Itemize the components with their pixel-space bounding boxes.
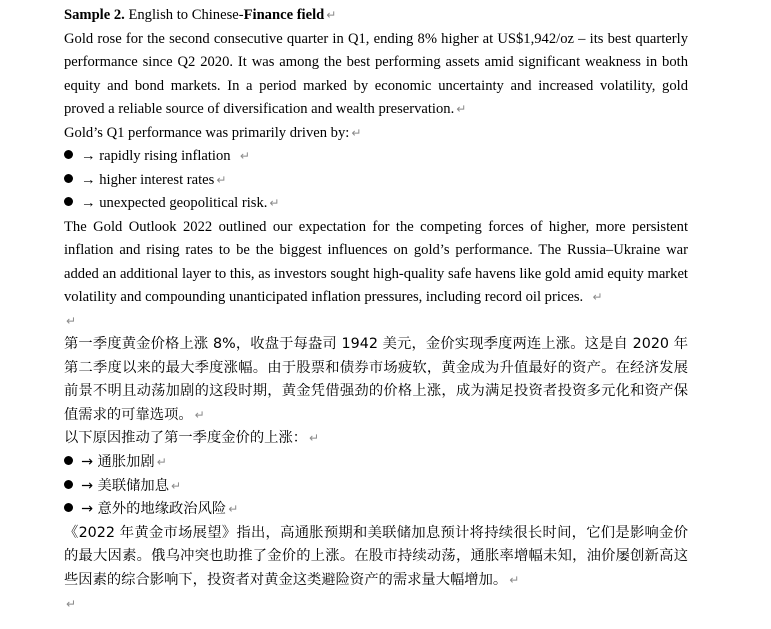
paragraph-mark-icon: ↵ — [592, 290, 603, 304]
chinese-paragraph-1: 第一季度黄金价格上涨 8%，收盘于每盎司 1942 美元，金价实现季度两连上涨。这是自 2020 年第二季度以来的最大季度涨幅。由于股票和债券市场疲软，黄金成为升值最好的资产。在经济发展前景不明且动荡加剧的这段时期，黄金凭借强劲的价格上涨，成为满足投资者投资多元化和资产保值需求的可靠选项。 ↵ — [64, 336, 688, 423]
paragraph-mark-icon: ↵ — [194, 407, 205, 422]
english-paragraph-1: Gold rose for the second consecutive quarter in Q1, ending 8% higher at US$1,942/oz – its best quarterly performance since Q2 2020. It was among the best performing assets amid significant weakness in both equity and bond markets. In a period marked by economic uncertainty and increased volatility, gold proved a reliable source of diversification and wealth preservation. ↵ — [64, 30, 688, 117]
bullet-dot-icon — [64, 197, 73, 206]
english-paragraph-2: The Gold Outlook 2022 outlined our expectation for the competing forces of higher, more persistent inflation and rising rates to be the biggest influences on gold’s performance. The Russia–Ukraine war added an additional layer to this, as investors sought high-quality safe havens like gold amid equity market volatility and compounding unanticipated inflation pressures, including record oil prices. ↵ — [64, 218, 688, 305]
paragraph-mark-icon: ↵ — [156, 454, 167, 469]
chinese-bullet-item: → 美联储加息 ↵ — [64, 475, 688, 499]
document-page — [64, 4, 688, 616]
paragraph-mark-icon: ↵ — [66, 313, 77, 328]
paragraph-mark-icon: ↵ — [171, 478, 182, 493]
bullet-dot-icon — [64, 174, 73, 183]
english-bullet-item: → higher interest rates ↵ — [64, 169, 688, 193]
paragraph-mark-icon: ↵ — [309, 431, 320, 446]
paragraph-mark-icon: ↵ — [216, 172, 227, 187]
empty-paragraph — [64, 593, 688, 617]
sample-mid: English to Chinese- — [128, 7, 244, 23]
sample-field: Finance field — [243, 7, 325, 23]
bullet-dot-icon — [64, 503, 73, 512]
english-bullet-item: → unexpected geopolitical risk. ↵ — [64, 192, 688, 216]
paragraph-mark-icon: ↵ — [239, 149, 250, 163]
bullet-dot-icon — [64, 150, 73, 159]
paragraph-mark-icon: ↵ — [509, 572, 520, 587]
paragraph-mark-icon: ↵ — [66, 596, 77, 611]
english-bullet-item: → rapidly rising inflation ↵ — [64, 145, 688, 169]
paragraph-mark-icon: ↵ — [269, 196, 280, 210]
paragraph-mark-icon: ↵ — [456, 102, 467, 116]
paragraph-mark-icon: ↵ — [228, 502, 239, 517]
empty-paragraph — [64, 310, 688, 334]
paragraph-mark-icon: ↵ — [351, 125, 362, 140]
chinese-intro: 以下原因推动了第一季度金价的上涨： ↵ — [64, 430, 320, 447]
sample-label: Sample 2. — [64, 7, 125, 23]
chinese-paragraph-2: 《2022 年黄金市场展望》指出，高通胀预期和美联储加息预计将持续很长时间，它们是影响金价的最大因素。俄乌冲突也助推了金价的上涨。在股市持续动荡，通胀率增幅未知，油价屡创新高这些因素的综合影响下，投资者对黄金这类避险资产的需求量大幅增加。 ↵ — [64, 524, 688, 588]
bullet-dot-icon — [64, 480, 73, 489]
paragraph-mark-icon: ↵ — [326, 8, 337, 22]
chinese-bullet-item: → 通胀加剧 ↵ — [64, 451, 688, 475]
english-intro: Gold’s Q1 performance was primarily driven by: ↵ — [64, 124, 362, 141]
chinese-bullet-item: → 意外的地缘政治风险 ↵ — [64, 498, 688, 522]
bullet-dot-icon — [64, 456, 73, 465]
sample-heading — [64, 4, 688, 28]
